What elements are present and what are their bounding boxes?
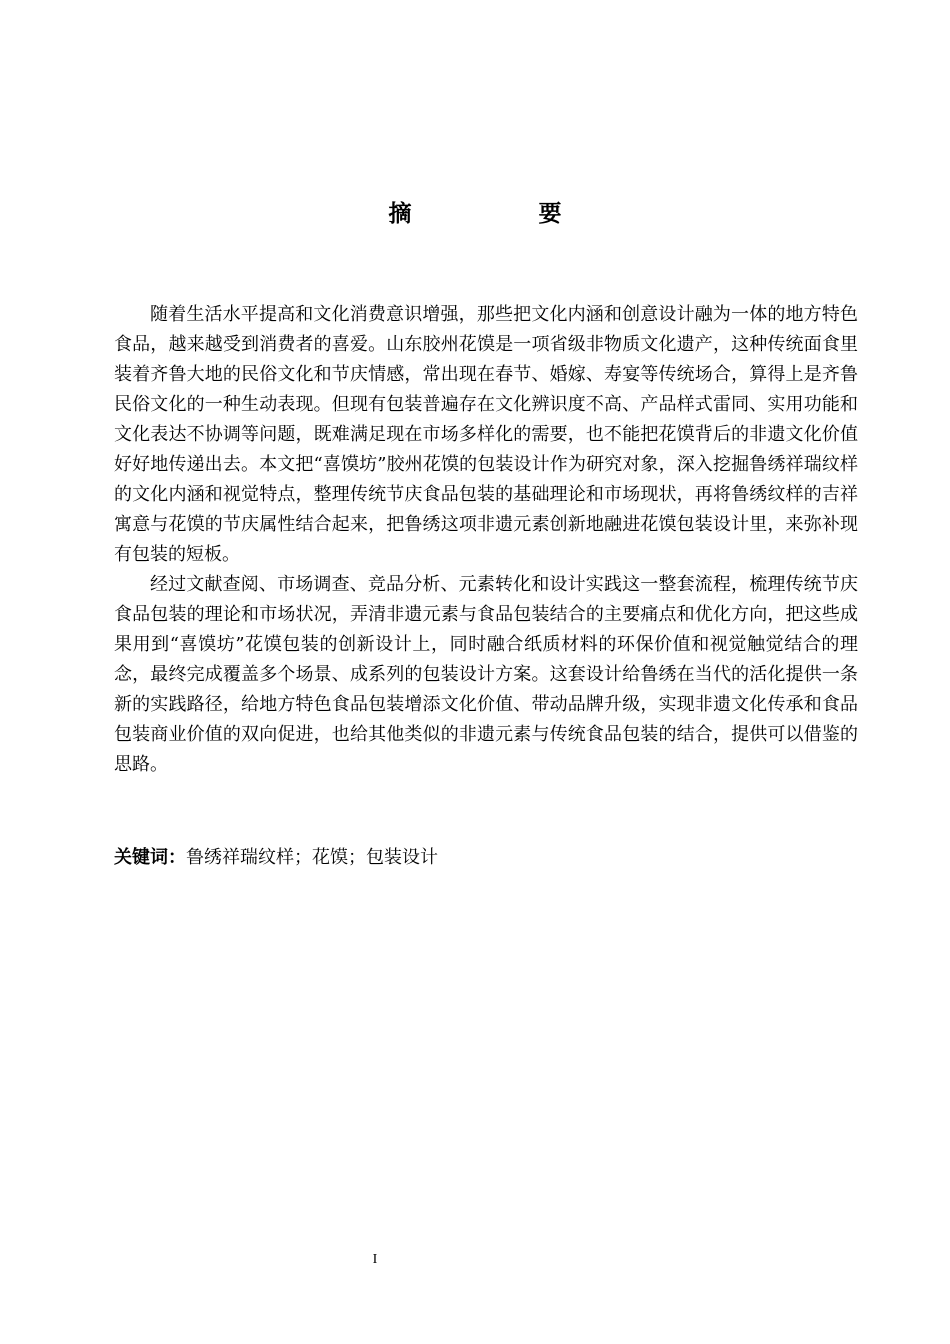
keywords-text: 鲁绣祥瑞纹样；花馍；包装设计 bbox=[186, 847, 438, 868]
keywords-label: 关键词： bbox=[114, 847, 186, 868]
abstract-title: 摘 要 bbox=[388, 201, 614, 227]
keywords-line bbox=[114, 843, 858, 873]
abstract-paragraph-2: 经过文献查阅、市场调查、竞品分析、元素转化和设计实践这一整套流程，梳理传统节庆食品包装的理论和市场状况，弄清非遗元素与食品包装结合的主要痛点和优化方向，把这些成果用到“喜馍坊”花馍包装的创新设计上，同时融合纸质材料的环保价值和视觉触觉结合的理念，最终完成覆盖多个场景、成系列的包装设计方案。这套设计给鲁绣在当代的活化提供一条新的实践路径，给地方特色食品包装增添文化价值、带动品牌升级，实现非遗文化传承和食品包装商业价值的双向促进，也给其他类似的非遗元素与传统食品包装的结合，提供可以借鉴的思路。 bbox=[114, 574, 858, 775]
abstract-body bbox=[114, 300, 858, 780]
page-number: I bbox=[372, 1252, 378, 1267]
abstract-paragraph-1: 随着生活水平提高和文化消费意识增强，那些把文化内涵和创意设计融为一体的地方特色食品，越来越受到消费者的喜爱。山东胶州花馍是一项省级非物质文化遗产，这种传统面食里装着齐鲁大地的民俗文化和节庆情感，常出现在春节、婚嫁、寿宴等传统场合，算得上是齐鲁民俗文化的一种生动表现。但现有包装普遍存在文化辨识度不高、产品样式雷同、实用功能和文化表达不协调等问题，既难满足现在市场多样化的需要，也不能把花馍背后的非遗文化价值好好地传递出去。本文把“喜馍坊”胶州花馍的包装设计作为研究对象，深入挖掘鲁绣祥瑞纹样的文化内涵和视觉特点，整理传统节庆食品包装的基础理论和市场现状，再将鲁绣纹样的吉祥寓意与花馍的节庆属性结合起来，把鲁绣这项非遗元素创新地融进花馍包装设计里，来弥补现有包装的短板。 bbox=[114, 304, 858, 565]
